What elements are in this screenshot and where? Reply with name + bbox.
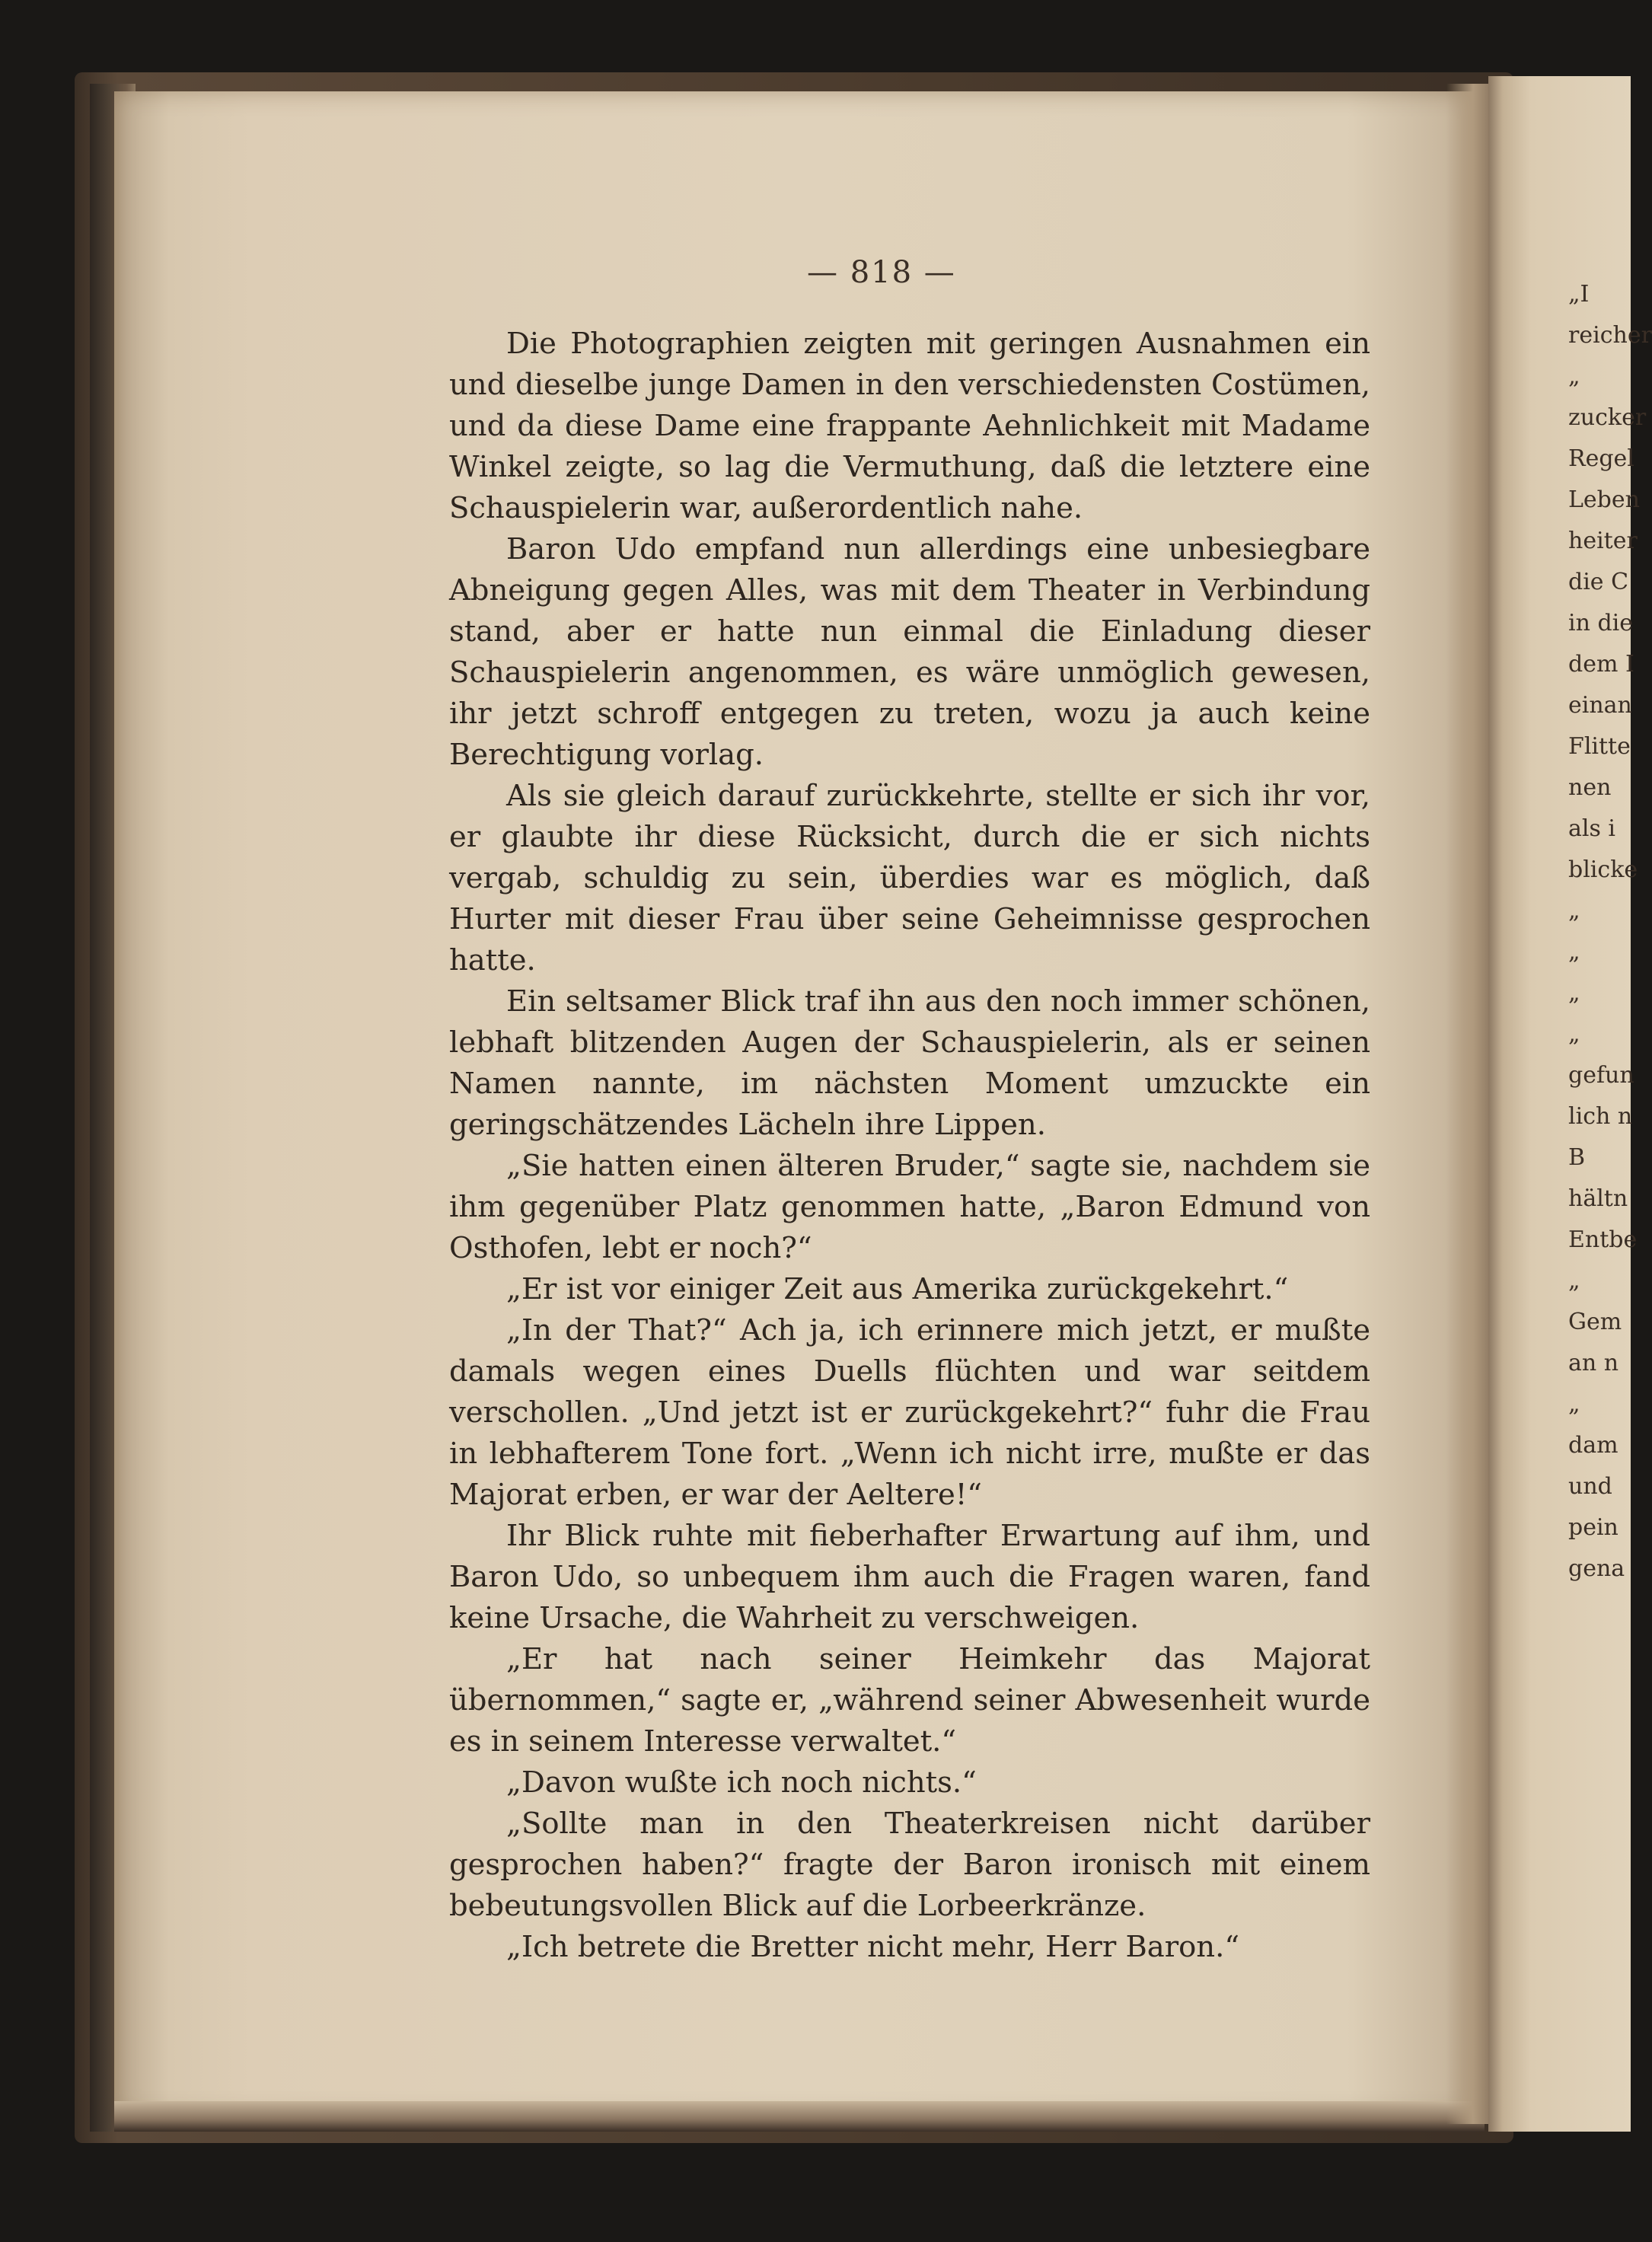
facing-line: nen bbox=[1568, 774, 1612, 801]
facing-line: blicke bbox=[1568, 856, 1638, 883]
paragraph: „In der That?“ Ach ja, ich erinnere mich jetzt, er mußte damals wegen eines Duells flüchten und war seitdem verschollen. „Und jetzt ist er zurückgekehrt?“ fuhr die Frau in lebhafterem Tone fort. „Wenn ich nicht irre, mußte er das Majorat erben, er war der Aeltere!“ bbox=[449, 1313, 1370, 1512]
paragraph: „Sollte man in den Theaterkreisen nicht darüber gesprochen haben?“ fragte der Baron ironisch mit einem bebeutungsvollen Blick auf die Lorbeerkränze. bbox=[449, 1807, 1370, 1923]
facing-line: lich n bbox=[1568, 1103, 1633, 1130]
facing-line: B bbox=[1568, 1144, 1586, 1171]
facing-page-text bbox=[1568, 274, 1652, 1590]
facing-line: an n bbox=[1568, 1350, 1619, 1376]
page-text bbox=[449, 324, 1370, 1968]
facing-line: „ bbox=[1568, 939, 1580, 965]
page-number: — 818 — bbox=[807, 255, 956, 290]
paragraph: Die Photographien zeigten mit geringen Ausnahmen ein und dieselbe junge Damen in den verschiedensten Costümen, und da diese Dame eine frappante Aehnlichkeit mit Madame Winkel zeigte, so lag die Vermuthung, daß die letztere eine Schauspielerin war, außerordentlich nahe. bbox=[449, 327, 1370, 525]
facing-line: Regel bbox=[1568, 445, 1634, 472]
facing-line: „ bbox=[1568, 1391, 1580, 1418]
paragraph: „Davon wußte ich noch nichts.“ bbox=[506, 1765, 977, 1800]
facing-line: reicher bbox=[1568, 322, 1652, 349]
paragraph: Ihr Blick ruhte mit fieberhafter Erwartung auf ihm, und Baron Udo, so unbequem ihm auch die Fragen waren, fand keine Ursache, die Wahrheit zu verschweigen. bbox=[449, 1519, 1370, 1635]
paragraph: „Sie hatten einen älteren Bruder,“ sagte sie, nachdem sie ihm gegenüber Platz genommen hatte, „Baron Edmund von Osthofen, lebt er noch?“ bbox=[449, 1149, 1370, 1265]
page-bottom-edge bbox=[114, 2101, 1485, 2132]
facing-line: Gem bbox=[1568, 1309, 1622, 1335]
facing-line: „ bbox=[1568, 980, 1580, 1006]
facing-line: „I bbox=[1568, 281, 1590, 308]
facing-line: in die bbox=[1568, 610, 1634, 636]
facing-line: „ bbox=[1568, 1268, 1580, 1294]
facing-line: heiter bbox=[1568, 528, 1638, 554]
facing-line: hältn bbox=[1568, 1185, 1628, 1212]
paragraph: „Er hat nach seiner Heimkehr das Majorat übernommen,“ sagte er, „während seiner Abwesenheit wurde es in seinem Interesse verwaltet.“ bbox=[449, 1642, 1370, 1759]
facing-line: Entbe bbox=[1568, 1226, 1638, 1253]
paragraph: Baron Udo empfand nun allerdings eine unbesiegbare Abneigung gegen Alles, was mit dem Theater in Verbindung stand, aber er hatte nun einmal die Einladung dieser Schauspielerin angenommen, es wäre unmöglich gewesen, ihr jetzt schroff entgegen zu treten, wozu ja auch keine Berechtigung vorlag. bbox=[449, 532, 1370, 772]
facing-line: dem I bbox=[1568, 651, 1634, 678]
facing-line: als i bbox=[1568, 815, 1616, 842]
facing-line: pein bbox=[1568, 1514, 1619, 1541]
facing-line: Leben bbox=[1568, 486, 1640, 513]
facing-line: dam bbox=[1568, 1432, 1619, 1459]
paragraph: „Ich betrete die Bretter nicht mehr, Herr Baron.“ bbox=[506, 1930, 1240, 1964]
facing-line: gena bbox=[1568, 1555, 1625, 1582]
facing-line: Flitte bbox=[1568, 733, 1631, 760]
paragraph: „Er ist vor einiger Zeit aus Amerika zurückgekehrt.“ bbox=[506, 1272, 1289, 1306]
facing-line: einan bbox=[1568, 692, 1632, 719]
facing-line: die C bbox=[1568, 569, 1629, 595]
facing-line: „ bbox=[1568, 1021, 1580, 1048]
facing-line: „ bbox=[1568, 898, 1580, 924]
paragraph: Als sie gleich darauf zurückkehrte, stellte er sich ihr vor, er glaubte ihr diese Rücksicht, durch die er sich nichts vergab, schuldig zu sein, überdies war es möglich, daß Hurter mit dieser Frau über seine Geheimnisse gesprochen hatte. bbox=[449, 779, 1370, 977]
facing-line: zucker bbox=[1568, 404, 1647, 431]
facing-line: gefun bbox=[1568, 1062, 1634, 1089]
facing-line: und bbox=[1568, 1473, 1612, 1500]
paragraph: Ein seltsamer Blick traf ihn aus den noch immer schönen, lebhaft blitzenden Augen der Schauspielerin, als er seinen Namen nannte, im nächsten Moment umzuckte ein geringschätzendes Lächeln ihre Lippen. bbox=[449, 984, 1370, 1142]
facing-line: „ bbox=[1568, 363, 1580, 390]
